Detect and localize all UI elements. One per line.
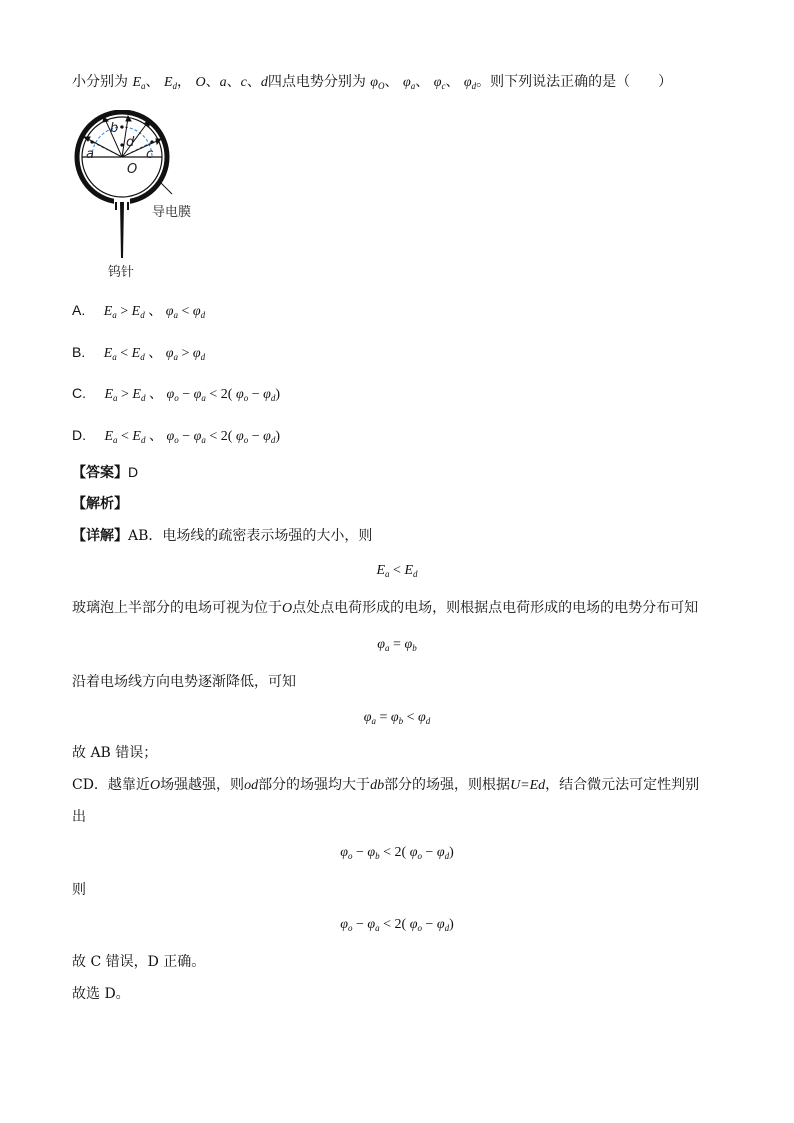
- answer-value: D: [128, 464, 139, 480]
- symbol-phiO: $\varphi_O$: [370, 75, 385, 91]
- analysis-line: [72, 494, 128, 514]
- point-d-dot: [120, 143, 123, 146]
- tungsten-needle: [120, 202, 124, 258]
- detail-p6: 出: [72, 809, 86, 825]
- detail-tag: 【详解】: [72, 528, 128, 544]
- option-A: A. $E_a > E_d$ 、 $\varphi_a < \varphi_d$: [72, 302, 206, 320]
- detail-p7: 则: [72, 882, 86, 898]
- glass-bulb-diagram: [72, 110, 212, 285]
- point-b-dot: [120, 125, 123, 128]
- symbol-Ed: $E_d$: [163, 75, 178, 91]
- question-intro: 小分别为 $E_a$、 $E_d$， O、a、c、d四点电势分别为 $\varphi_O$、 $\varphi_a$、 $\varphi_c$、 $\varphi_d$。则下列说法正确的是（ ）: [72, 74, 673, 91]
- point-c-dot: [150, 140, 153, 143]
- option-D: D. $E_a < E_d$ 、 $\varphi_o - \varphi_a < 2$( $\varphi_o - \varphi_d$): [72, 427, 281, 445]
- detail-p3: 沿着电场线方向电势逐渐降低，可知: [72, 674, 296, 690]
- symbol-Ea: $E_a$: [132, 75, 146, 91]
- membrane-pointer: [160, 182, 172, 194]
- symbol-phia: $\varphi_a$: [402, 75, 416, 91]
- point-a-dot: [90, 140, 93, 143]
- answer-tag: 【答案】: [72, 465, 128, 481]
- equipotential-arc: [92, 127, 152, 157]
- detail-p1: 【详解】AB．电场线的疏密表示场强的大小，则: [72, 528, 373, 544]
- point-c: c: [240, 75, 247, 90]
- point-O: O: [195, 75, 206, 90]
- option-C: C. $E_a > E_d$ 、 $\varphi_o - \varphi_a < 2$( $\varphi_o - \varphi_d$): [72, 385, 281, 403]
- label-d: d: [126, 135, 135, 150]
- equation-3: $\varphi_a = \varphi_b < \varphi_d$: [363, 710, 431, 726]
- option-C-formula: $E_a > E_d$ 、 $\varphi_o - \varphi_a < 2$( $\varphi_o - \varphi_d$): [104, 387, 281, 403]
- option-D-formula: $E_a < E_d$ 、 $\varphi_o - \varphi_a < 2$( $\varphi_o - \varphi_d$): [104, 429, 281, 445]
- detail-p9: 故选 D。: [72, 986, 130, 1002]
- label-a: a: [86, 147, 94, 162]
- point-a: a: [219, 75, 227, 90]
- label-membrane: 导电膜: [152, 205, 192, 220]
- intro-text: 小分别为: [72, 74, 128, 90]
- option-B-formula: $E_a < E_d$ 、 $\varphi_a > \varphi_d$: [103, 346, 206, 362]
- equation-2: $\varphi_a = \varphi_b$: [377, 637, 417, 653]
- label-b: b: [110, 121, 119, 136]
- equation-5: $\varphi_o - \varphi_a < 2$( $\varphi_o - \varphi_d$): [340, 917, 454, 933]
- equation-4: $\varphi_o - \varphi_b < 2$( $\varphi_o - \varphi_d$): [340, 845, 454, 861]
- option-B: B. $E_a < E_d$ 、 $\varphi_a > \varphi_d$: [72, 344, 206, 362]
- symbol-phic: $\varphi_c$: [433, 75, 446, 91]
- detail-p8: 故 C 错误，D 正确。: [72, 954, 206, 970]
- symbol-phid: $\varphi_d$: [463, 75, 477, 91]
- label-O: O: [127, 162, 138, 177]
- label-c: c: [146, 147, 154, 162]
- analysis-tag: 【解析】: [72, 496, 128, 512]
- detail-p4: 故 AB 错误；: [72, 745, 158, 761]
- point-d: d: [260, 75, 268, 90]
- equation-1: $E_a < E_d$: [376, 563, 418, 579]
- answer-line: [72, 462, 138, 483]
- label-needle: 钨针: [108, 265, 135, 280]
- detail-p2: 玻璃泡上半部分的电场可视为位于O点处点电荷形成的电场，则根据点电荷形成的电场的电势分布可知: [72, 600, 699, 616]
- option-A-formula: $E_a > E_d$ 、 $\varphi_a < \varphi_d$: [103, 304, 206, 320]
- detail-p5: CD．越靠近O场强越强，则od部分的场强均大于db部分的场强，则根据U=Ed，结合微元法可定性判别: [72, 777, 700, 793]
